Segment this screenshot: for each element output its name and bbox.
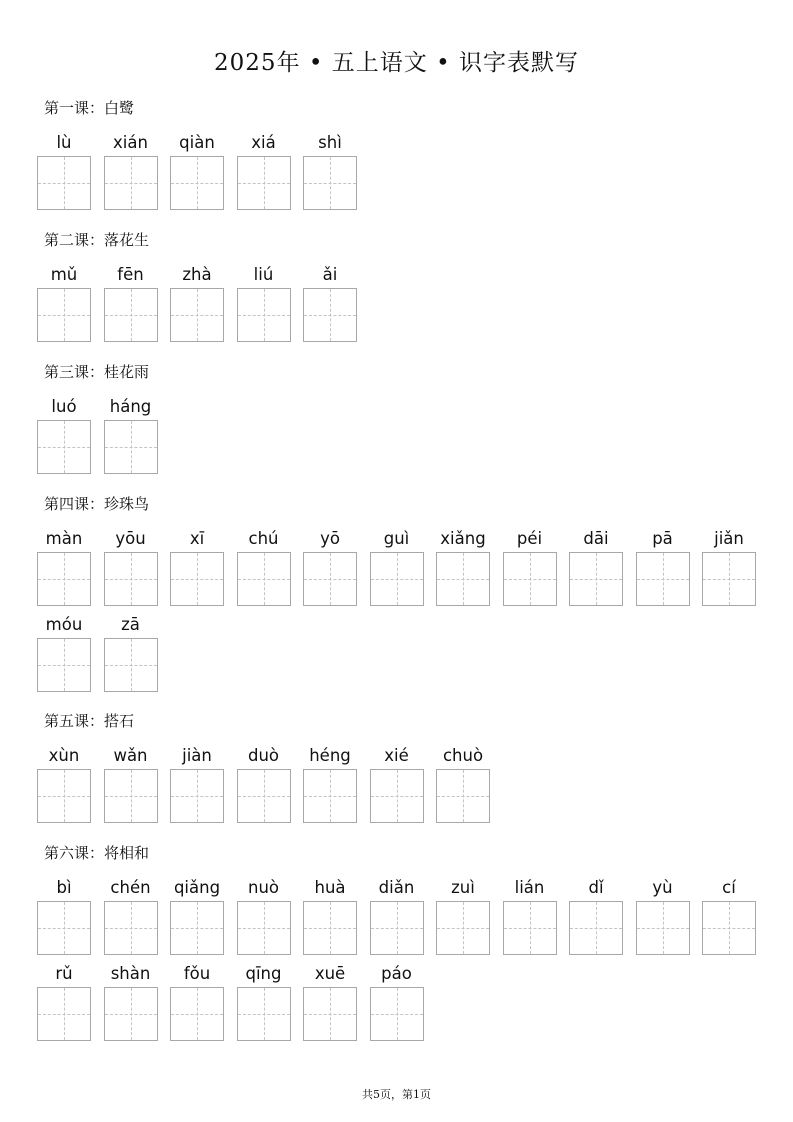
- tian-grid-box[interactable]: [37, 156, 91, 210]
- tian-grid-box[interactable]: [170, 901, 224, 955]
- pinyin-label: xié: [384, 746, 409, 765]
- tian-grid-box[interactable]: [37, 769, 91, 823]
- pinyin-label: xùn: [48, 746, 80, 765]
- character-cell: [170, 264, 224, 286]
- tian-grid-box[interactable]: [370, 552, 424, 606]
- tian-grid-box[interactable]: [104, 552, 158, 606]
- lesson-title: 第二课：落花生: [44, 231, 150, 249]
- lesson-title: 第四课：珍珠鸟: [44, 495, 150, 513]
- pinyin-label: péi: [516, 529, 543, 548]
- tian-grid-box[interactable]: [104, 638, 158, 692]
- tian-grid-box[interactable]: [37, 288, 91, 342]
- pinyin-label: páo: [381, 964, 412, 983]
- character-cell: [170, 963, 224, 985]
- pinyin-label: guì: [383, 529, 410, 548]
- character-cell: [170, 745, 224, 767]
- character-cell: [237, 264, 291, 286]
- lesson-title: 第三课：桂花雨: [44, 363, 150, 381]
- pinyin-label: zhà: [182, 265, 212, 284]
- pinyin-label: yō: [320, 529, 340, 548]
- character-cell: [170, 877, 224, 899]
- tian-grid-box[interactable]: [170, 987, 224, 1041]
- character-cell: [104, 528, 158, 550]
- character-cell: [370, 528, 424, 550]
- character-cell: [636, 528, 690, 550]
- tian-grid-box[interactable]: [104, 420, 158, 474]
- character-cell: [37, 132, 91, 154]
- tian-grid-box[interactable]: [303, 769, 357, 823]
- character-cell: [303, 877, 357, 899]
- tian-grid-box[interactable]: [104, 987, 158, 1041]
- tian-grid-box[interactable]: [170, 769, 224, 823]
- character-cell: [104, 264, 158, 286]
- tian-grid-box[interactable]: [37, 987, 91, 1041]
- pinyin-label: chú: [248, 529, 279, 548]
- tian-grid-box[interactable]: [37, 901, 91, 955]
- tian-grid-box[interactable]: [503, 552, 557, 606]
- tian-grid-box[interactable]: [237, 156, 291, 210]
- pinyin-label: duò: [247, 746, 280, 765]
- tian-grid-box[interactable]: [702, 552, 756, 606]
- character-cell: [237, 745, 291, 767]
- character-cell: [303, 264, 357, 286]
- tian-grid-box[interactable]: [636, 552, 690, 606]
- pinyin-label: fǒu: [183, 964, 211, 983]
- pinyin-label: lù: [56, 133, 72, 152]
- tian-grid-box[interactable]: [303, 156, 357, 210]
- character-cell: [503, 528, 557, 550]
- tian-grid-box[interactable]: [104, 769, 158, 823]
- character-cell: [237, 132, 291, 154]
- tian-grid-box[interactable]: [237, 901, 291, 955]
- pinyin-label: wǎn: [113, 746, 148, 765]
- character-cell: [237, 963, 291, 985]
- character-cell: [37, 963, 91, 985]
- tian-grid-box[interactable]: [170, 288, 224, 342]
- character-cell: [569, 528, 623, 550]
- character-cell: [436, 877, 490, 899]
- pinyin-label: xiǎng: [440, 529, 486, 548]
- pinyin-label: bì: [56, 878, 72, 897]
- pinyin-label: qiǎng: [173, 878, 221, 897]
- character-cell: [37, 528, 91, 550]
- pinyin-label: diǎn: [378, 878, 415, 897]
- character-cell: [303, 528, 357, 550]
- tian-grid-box[interactable]: [569, 552, 623, 606]
- character-cell: [636, 877, 690, 899]
- character-cell: [170, 132, 224, 154]
- pinyin-label: xuē: [314, 964, 346, 983]
- pinyin-label: jiàn: [182, 746, 212, 765]
- character-cell: [702, 528, 756, 550]
- tian-grid-box[interactable]: [370, 901, 424, 955]
- tian-grid-box[interactable]: [237, 288, 291, 342]
- pinyin-label: shàn: [110, 964, 151, 983]
- tian-grid-box[interactable]: [37, 638, 91, 692]
- tian-grid-box[interactable]: [170, 156, 224, 210]
- character-cell: [303, 745, 357, 767]
- character-cell: [104, 963, 158, 985]
- tian-grid-box[interactable]: [237, 987, 291, 1041]
- pinyin-label: huà: [314, 878, 346, 897]
- pinyin-label: luó: [51, 397, 77, 416]
- pinyin-label: móu: [45, 615, 83, 634]
- page-footer: 共5页，第1页: [362, 1088, 431, 1101]
- character-cell: [104, 877, 158, 899]
- tian-grid-box[interactable]: [370, 987, 424, 1041]
- pinyin-label: xiá: [251, 133, 276, 152]
- lesson-title: 第一课：白鹭: [44, 99, 135, 117]
- character-cell: [37, 264, 91, 286]
- character-cell: [370, 963, 424, 985]
- tian-grid-box[interactable]: [303, 552, 357, 606]
- lesson-title: 第六课：将相和: [44, 844, 150, 862]
- tian-grid-box[interactable]: [104, 156, 158, 210]
- tian-grid-box[interactable]: [170, 552, 224, 606]
- pinyin-label: yù: [652, 878, 673, 897]
- tian-grid-box[interactable]: [702, 901, 756, 955]
- pinyin-label: fēn: [117, 265, 144, 284]
- pinyin-label: rǔ: [55, 964, 73, 983]
- pinyin-label: màn: [45, 529, 83, 548]
- lesson-title: 第五课：搭石: [44, 712, 135, 730]
- character-cell: [370, 877, 424, 899]
- pinyin-label: zā: [121, 615, 140, 634]
- character-cell: [37, 745, 91, 767]
- pinyin-label: qiàn: [179, 133, 215, 152]
- tian-grid-box[interactable]: [436, 769, 490, 823]
- tian-grid-box[interactable]: [436, 552, 490, 606]
- pinyin-label: cí: [722, 878, 736, 897]
- tian-grid-box[interactable]: [104, 288, 158, 342]
- pinyin-label: dǐ: [588, 878, 604, 897]
- tian-grid-box[interactable]: [237, 769, 291, 823]
- tian-grid-box[interactable]: [303, 987, 357, 1041]
- pinyin-label: pā: [652, 529, 673, 548]
- pinyin-label: héng: [309, 746, 351, 765]
- pinyin-label: nuò: [247, 878, 279, 897]
- character-cell: [303, 132, 357, 154]
- tian-grid-box[interactable]: [104, 901, 158, 955]
- character-cell: [237, 528, 291, 550]
- character-cell: [702, 877, 756, 899]
- character-cell: [37, 396, 91, 418]
- pinyin-label: qīng: [245, 964, 282, 983]
- page-title: 2025年 • 五上语文 • 识字表默写: [214, 50, 579, 76]
- character-cell: [37, 877, 91, 899]
- pinyin-label: ǎi: [322, 265, 338, 284]
- pinyin-label: lián: [514, 878, 545, 897]
- tian-grid-box[interactable]: [37, 552, 91, 606]
- character-cell: [370, 745, 424, 767]
- character-cell: [436, 745, 490, 767]
- tian-grid-box[interactable]: [237, 552, 291, 606]
- tian-grid-box[interactable]: [636, 901, 690, 955]
- pinyin-label: yōu: [115, 529, 146, 548]
- tian-grid-box[interactable]: [569, 901, 623, 955]
- pinyin-label: chén: [110, 878, 151, 897]
- pinyin-label: háng: [109, 397, 152, 416]
- character-cell: [104, 614, 158, 636]
- character-cell: [436, 528, 490, 550]
- pinyin-label: shì: [318, 133, 342, 152]
- tian-grid-box[interactable]: [370, 769, 424, 823]
- tian-grid-box[interactable]: [303, 288, 357, 342]
- tian-grid-box[interactable]: [503, 901, 557, 955]
- character-cell: [104, 396, 158, 418]
- pinyin-label: chuò: [442, 746, 484, 765]
- tian-grid-box[interactable]: [436, 901, 490, 955]
- tian-grid-box[interactable]: [303, 901, 357, 955]
- character-cell: [170, 528, 224, 550]
- pinyin-label: liú: [253, 265, 274, 284]
- pinyin-label: xī: [189, 529, 205, 548]
- character-cell: [503, 877, 557, 899]
- character-cell: [569, 877, 623, 899]
- pinyin-label: dāi: [583, 529, 609, 548]
- character-cell: [104, 745, 158, 767]
- pinyin-label: zuì: [451, 878, 475, 897]
- pinyin-label: mǔ: [50, 265, 78, 284]
- character-cell: [303, 963, 357, 985]
- pinyin-label: jiǎn: [714, 529, 744, 548]
- character-cell: [104, 132, 158, 154]
- tian-grid-box[interactable]: [37, 420, 91, 474]
- character-cell: [237, 877, 291, 899]
- pinyin-label: xián: [113, 133, 148, 152]
- character-cell: [37, 614, 91, 636]
